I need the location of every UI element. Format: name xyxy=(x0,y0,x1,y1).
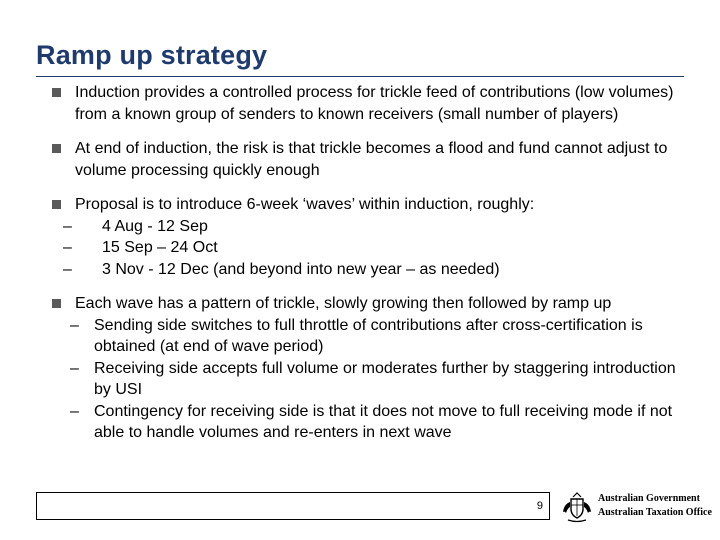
sub-point-text: Contingency for receiving side is that it does not move to full receiving mode if not able to handle volumes and re-enters in next wave xyxy=(94,402,673,441)
date-item xyxy=(52,237,692,259)
bullet-text: At end of induction, the risk is that trickle becomes a flood and fund cannot adjust to volume processing quickly enough xyxy=(75,140,668,179)
date-text: 3 Nov - 12 Dec (and beyond into new year – as needed) xyxy=(102,260,500,278)
sub-point-text: Sending side switches to full throttle of contributions after cross-certification is obtained (at end of wave period) xyxy=(94,316,643,355)
logo-text-ato: Australian Taxation Office xyxy=(598,507,712,518)
page-number: 9 xyxy=(536,500,543,512)
date-item xyxy=(52,259,692,281)
dash-marker: – xyxy=(63,260,72,278)
date-text: 15 Sep – 24 Oct xyxy=(102,239,218,256)
date-text: 4 Aug - 12 Sep xyxy=(102,217,208,235)
dash-marker: – xyxy=(63,239,72,256)
bullet-item xyxy=(52,194,692,216)
bullet-list xyxy=(52,82,692,444)
bullet-item xyxy=(52,138,692,181)
ato-logo xyxy=(560,490,710,524)
bullet-text: Each wave has a pattern of trickle, slowly growing then followed by ramp up xyxy=(75,295,612,312)
sub-point xyxy=(52,401,692,444)
sub-point xyxy=(52,358,692,401)
coat-of-arms-icon xyxy=(560,490,594,524)
title-divider xyxy=(36,76,684,77)
slide-title: Ramp up strategy xyxy=(36,40,268,70)
bullet-text: Proposal is to introduce 6-week ‘waves’ within induction, roughly: xyxy=(75,196,535,213)
square-bullet-icon xyxy=(52,299,61,308)
bullet-item xyxy=(52,82,692,125)
bullet-item xyxy=(52,293,692,315)
dash-marker: – xyxy=(70,402,79,420)
square-bullet-icon xyxy=(52,144,61,153)
bullet-text: Induction provides a controlled process for trickle feed of contributions (low volumes) from a known group of senders to known receivers (small number of players) xyxy=(75,84,674,123)
dash-marker: – xyxy=(70,316,79,334)
logo-text-government: Australian Government xyxy=(598,493,700,504)
footer-box xyxy=(36,492,550,520)
sub-point-text: Receiving side accepts full volume or moderates further by staggering introduction by USI xyxy=(94,359,676,398)
sub-point xyxy=(52,315,692,358)
square-bullet-icon xyxy=(52,88,61,97)
dash-marker: – xyxy=(70,359,79,377)
square-bullet-icon xyxy=(52,200,61,209)
date-item xyxy=(52,216,692,238)
dash-marker: – xyxy=(63,217,72,235)
